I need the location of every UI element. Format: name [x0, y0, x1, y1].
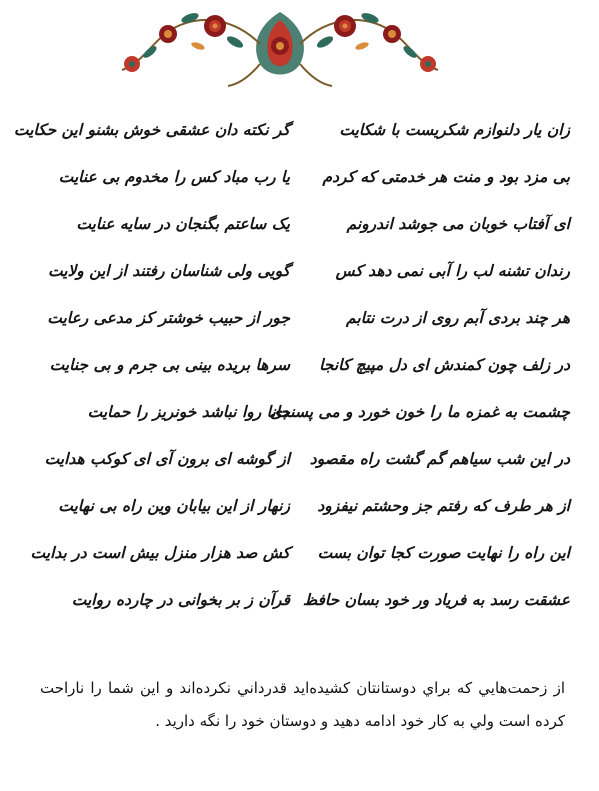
hemistich-left: گر نکته دان عشقی خوش بشنو این حکایت: [13, 121, 290, 139]
hemistich-right: این راه را نهایت صورت کجا توان بست: [317, 544, 570, 562]
hemistich-left: قرآن ز بر بخوانی در چارده روایت: [71, 591, 290, 609]
hemistich-left: جور از حبیب خوشتر کز مدعی رعایت: [47, 309, 290, 327]
couplet: [30, 345, 570, 385]
couplet: [30, 486, 570, 526]
couplet: [30, 251, 570, 291]
hemistich-right: از هر طرف که رفتم جز وحشتم نیفزود: [317, 497, 570, 515]
hemistich-right: بی مزد بود و منت هر خدمتی که کردم: [322, 168, 570, 186]
hemistich-right: عشقت رسد به فریاد ور خود بسان حافظ: [302, 591, 570, 609]
couplet: [30, 298, 570, 338]
hemistich-left: یا رب مباد کس را مخدوم بی عنایت: [58, 168, 290, 186]
hemistich-right: زان یار دلنوازم شکریست با شکایت: [339, 121, 570, 139]
hemistich-right: هر چند بردی آبم روی از درت نتابم: [346, 309, 570, 327]
interpretation-text: از زحمت‌هايي كه براي دوستانتان كشيده‌ايد قدرداني نكرده‌اند و اين شما را ناراحت كرده است ولي به كار خود ادامه دهيد و دوستان خود را نگه داريد .: [40, 679, 565, 730]
hemistich-left: از گوشه ای برون آی ای کوکب هدایت: [44, 450, 290, 468]
couplet: [30, 157, 570, 197]
couplet: [13, 110, 570, 150]
couplet: [30, 439, 570, 479]
couplet: [30, 204, 570, 244]
couplet: [30, 392, 570, 432]
central-flower-icon: [228, 12, 332, 86]
hemistich-right: چشمت به غمزه ما را خون خورد و می پسندی: [269, 403, 570, 421]
hemistich-left: کش صد هزار منزل بیش است در بدایت: [30, 544, 290, 562]
hemistich-left: یک ساعتم بگنجان در سایه عنایت: [76, 215, 290, 233]
hemistich-left: سرها بریده بینی بی جرم و بی جنایت: [49, 356, 290, 374]
left-vine-icon: [122, 11, 260, 72]
couplet: [30, 533, 570, 573]
hemistich-right: در این شب سیاهم گم گشت راه مقصود: [309, 450, 570, 468]
hemistich-left: زنهار از این بیابان وین راه بی نهایت: [58, 497, 290, 515]
hemistich-left: گویی ولی شناسان رفتند از این ولایت: [47, 262, 290, 280]
right-vine-icon: [300, 11, 438, 72]
hemistich-right: ای آفتاب خوبان می جوشد اندرونم: [346, 215, 570, 233]
hemistich-right: رندان تشنه لب را آبی نمی دهد کس: [335, 262, 570, 280]
couplet: [30, 580, 570, 620]
hemistich-right: در زلف چون کمندش ای دل مپیچ کانجا: [319, 356, 570, 374]
floral-ornament-icon: [110, 4, 450, 94]
hemistich-left: جانا روا نباشد خونریز را حمایت: [87, 403, 290, 421]
